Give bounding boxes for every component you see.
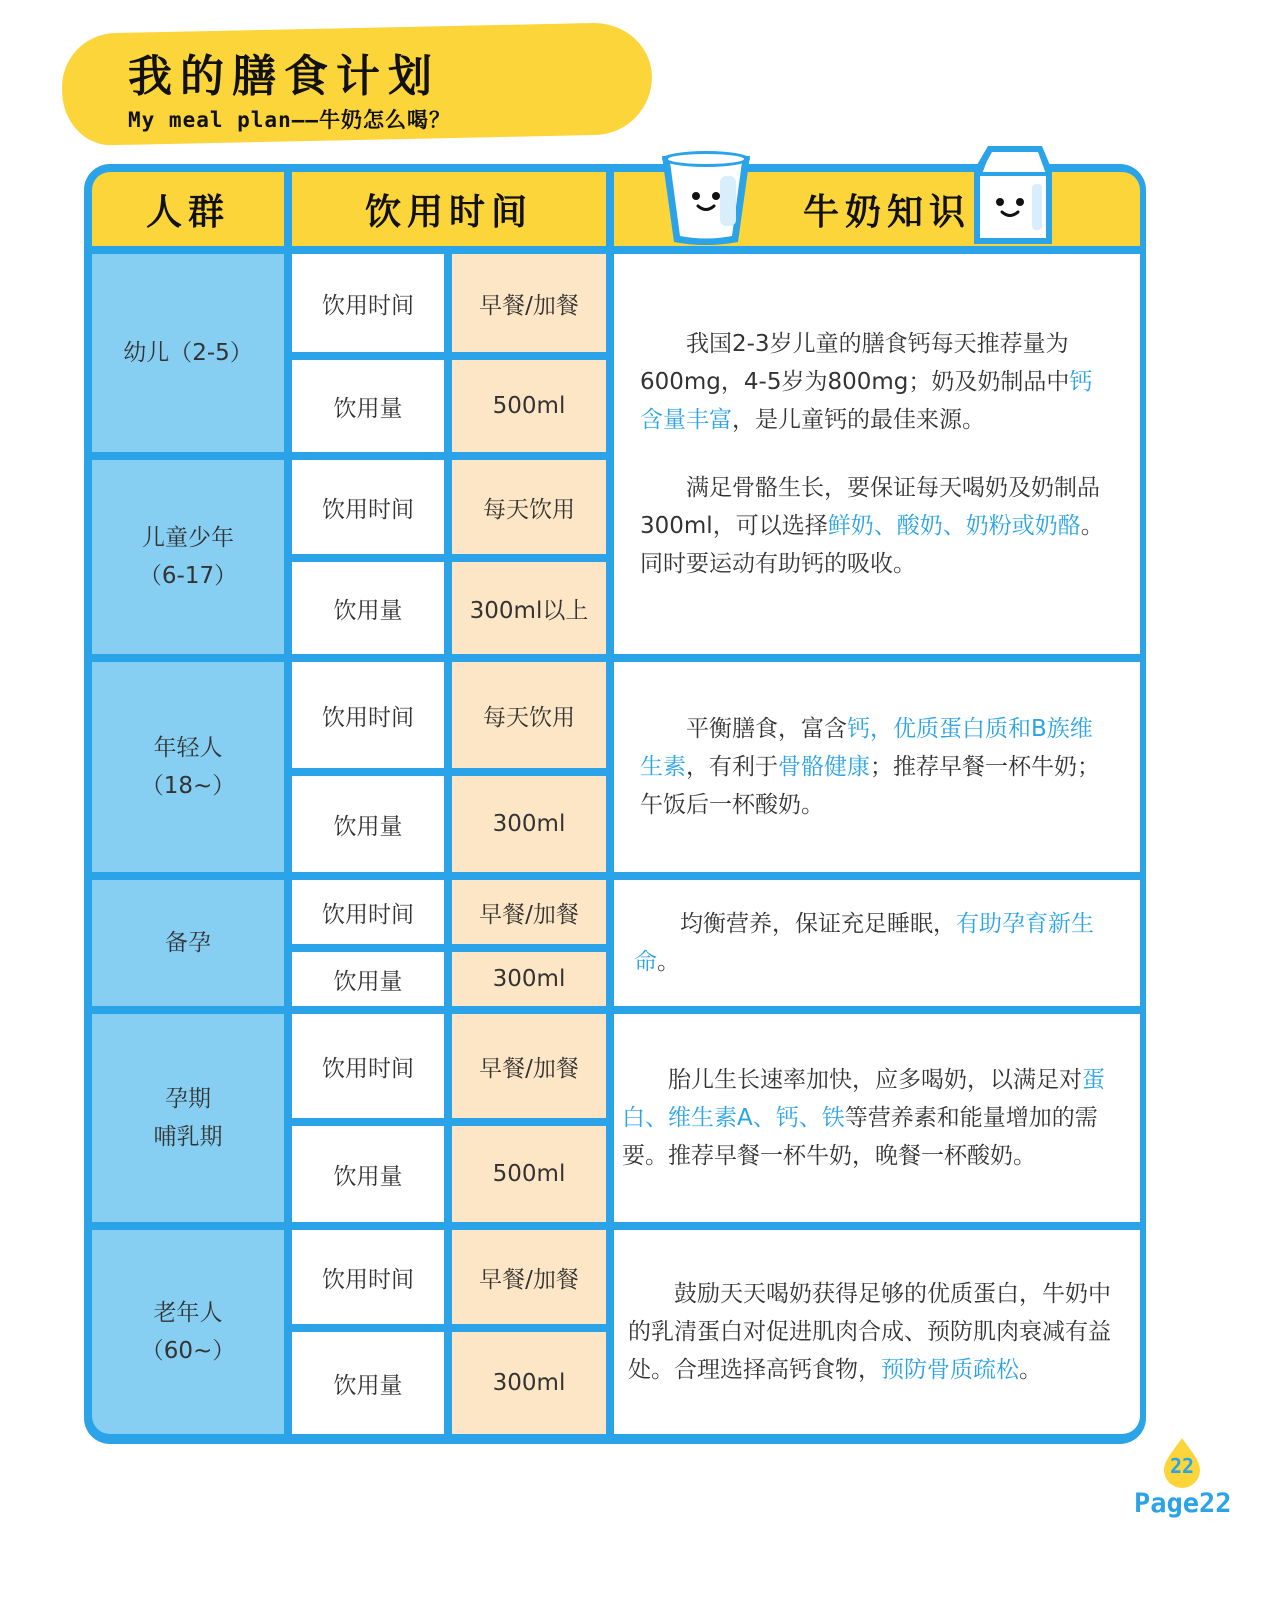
page-number: Page22 — [1134, 1488, 1232, 1519]
milk-carton-icon — [966, 140, 1058, 250]
time-value: 每天饮用 — [452, 460, 606, 554]
header-knowledge: 牛奶知识 — [614, 172, 1140, 246]
header-group: 人群 — [92, 172, 284, 246]
group-pregnancy-lactation: 孕期 哺乳期 — [92, 1014, 284, 1222]
amount-label: 饮用量 — [292, 360, 444, 452]
amount-label: 饮用量 — [292, 1332, 444, 1434]
time-label: 饮用时间 — [292, 460, 444, 554]
time-value: 早餐/加餐 — [452, 1230, 606, 1324]
group-toddler: 幼儿（2-5） — [92, 254, 284, 452]
knowledge-pregnancy-lactation: 胎儿生长速率加快，应多喝奶，以满足对蛋白、维生素A、钙、铁等营养素和能量增加的需要。推荐早餐一杯牛奶，晚餐一杯酸奶。 — [614, 1014, 1140, 1222]
time-label: 饮用时间 — [292, 1014, 444, 1118]
time-value: 早餐/加餐 — [452, 1014, 606, 1118]
amount-label: 饮用量 — [292, 562, 444, 654]
knowledge-young-adult: 平衡膳食，富含钙，优质蛋白质和B族维生素，有利于骨骼健康；推荐早餐一杯牛奶；午饭后一杯酸奶。 — [614, 662, 1140, 872]
group-children: 儿童少年 （6-17） — [92, 460, 284, 654]
amount-value: 300ml — [452, 1332, 606, 1434]
time-label: 饮用时间 — [292, 1230, 444, 1324]
amount-label: 饮用量 — [292, 1126, 444, 1222]
amount-value: 300ml — [452, 952, 606, 1006]
group-young-adult: 年轻人 （18~） — [92, 662, 284, 872]
time-value: 早餐/加餐 — [452, 254, 606, 352]
amount-value: 500ml — [452, 360, 606, 452]
amount-value: 300ml以上 — [452, 562, 606, 654]
knowledge-elderly: 鼓励天天喝奶获得足够的优质蛋白，牛奶中的乳清蛋白对促进肌肉合成、预防肌肉衰减有益处。合理选择高钙食物，预防骨质疏松。 — [614, 1230, 1140, 1434]
amount-label: 饮用量 — [292, 952, 444, 1006]
group-pre-pregnancy: 备孕 — [92, 880, 284, 1006]
time-value: 每天饮用 — [452, 662, 606, 768]
page-title: 我的膳食计划 — [128, 51, 440, 102]
time-label: 饮用时间 — [292, 662, 444, 768]
time-label: 饮用时间 — [292, 880, 444, 944]
page-drop-number: 22 — [1169, 1454, 1195, 1478]
amount-value: 500ml — [452, 1126, 606, 1222]
amount-value: 300ml — [452, 776, 606, 872]
group-elderly: 老年人 （60~） — [92, 1230, 284, 1434]
milk-glass-icon — [656, 146, 756, 248]
time-label: 饮用时间 — [292, 254, 444, 352]
time-value: 早餐/加餐 — [452, 880, 606, 944]
knowledge-children: 我国2-3岁儿童的膳食钙每天推荐量为600mg，4-5岁为800mg；奶及奶制品中钙含量丰富，是儿童钙的最佳来源。 满足骨骼生长，要保证每天喝奶及奶制品300ml，可以选择鲜奶、酸奶、奶粉或奶酪。同时要运动有助钙的吸收。 — [614, 254, 1140, 654]
knowledge-pre-pregnancy: 均衡营养，保证充足睡眠，有助孕育新生命。 — [614, 880, 1140, 1006]
page-subtitle: My meal plan——牛奶怎么喝？ — [128, 108, 452, 132]
header-time: 饮用时间 — [292, 172, 606, 246]
amount-label: 饮用量 — [292, 776, 444, 872]
